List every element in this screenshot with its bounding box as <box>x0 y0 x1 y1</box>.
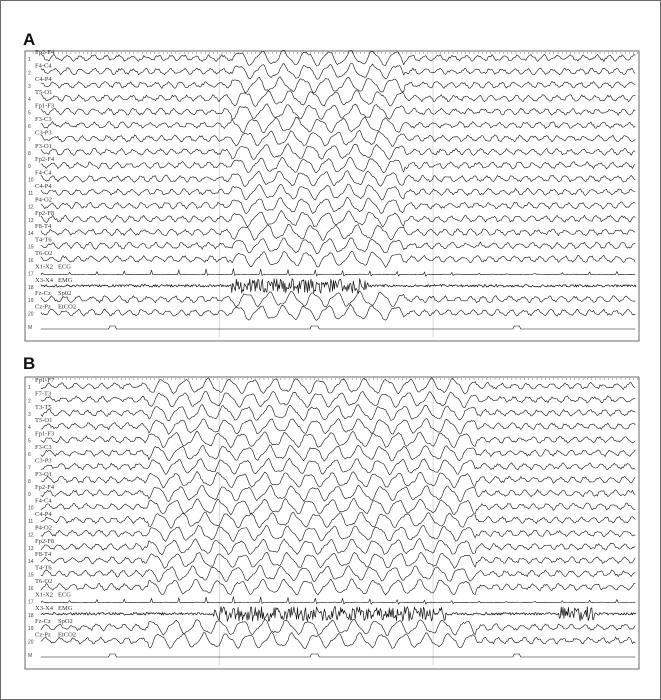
channel-label: P4-O2 <box>35 524 52 532</box>
eeg-trace-ch5 <box>41 431 635 448</box>
channel-number: 13 <box>28 217 34 224</box>
time-ruler <box>33 378 638 380</box>
channel-number: 14 <box>28 231 34 238</box>
channel-number: 11 <box>28 519 34 525</box>
channel-label: C4-P4 <box>35 183 52 190</box>
channel-number: 5 <box>28 110 31 117</box>
channel-tag: EtCO2 <box>58 303 77 311</box>
channel-number: 1 <box>28 57 31 63</box>
eeg-trace-ch11 <box>41 512 635 529</box>
channel-label: C4-P4 <box>35 511 52 518</box>
channel-label: T5-O1 <box>35 417 53 425</box>
channel-label: T6-O2 <box>35 578 53 585</box>
eeg-trace-ch9 <box>41 157 635 172</box>
panel-letter: B <box>23 354 36 373</box>
channel-label: Fz-Cz <box>35 618 51 626</box>
channel-label: T4-T6 <box>35 236 52 244</box>
channel-label: Fp2-F8 <box>35 209 55 217</box>
channel-label: X3-X4 <box>35 604 54 612</box>
eeg-trace-ch11 <box>41 184 635 200</box>
channel-number: 4 <box>28 425 31 432</box>
channel-number: 8 <box>28 478 31 485</box>
eeg-trace-ch2 <box>41 391 635 407</box>
channel-number: 14 <box>28 559 34 566</box>
channel-label: Fp2-F4 <box>35 49 55 56</box>
channel-number: 4 <box>28 97 31 104</box>
channel-number: 9 <box>28 164 31 171</box>
channel-number: 10 <box>28 177 34 184</box>
panel-letter: A <box>23 30 36 49</box>
channel-label: F7-T3 <box>35 390 52 398</box>
channel-tag: Sp02 <box>58 290 72 298</box>
channel-number: 17 <box>28 271 34 278</box>
channel-number: 5 <box>28 438 31 445</box>
eeg-trace-ch10 <box>41 171 635 187</box>
channel-number: M <box>28 653 33 659</box>
channel-number: 20 <box>28 639 34 646</box>
channel-tag: EtCO2 <box>58 631 77 639</box>
channel-label: C3-P3 <box>35 129 52 137</box>
channel-tag: EMG <box>58 604 73 612</box>
channel-label: T3-T5 <box>35 403 52 411</box>
channel-number: 6 <box>28 452 31 458</box>
channel-label: Fp1-F3 <box>35 102 55 110</box>
channel-tag: EMG <box>58 276 73 284</box>
eeg-trace-ch17 <box>41 269 635 277</box>
eeg-trace-ch16 <box>41 579 635 595</box>
eeg-trace-ch15 <box>41 238 635 254</box>
eeg-trace-ch20 <box>41 633 635 649</box>
channel-label: T6-O2 <box>35 250 53 257</box>
channel-label: F4-C4 <box>35 497 52 505</box>
channel-number: 18 <box>28 612 34 619</box>
channel-number: 16 <box>28 586 34 592</box>
channel-number: 2 <box>28 70 31 77</box>
eeg-panel-a <box>23 30 639 341</box>
channel-number: 13 <box>28 545 34 552</box>
eeg-figure-svg <box>1 1 661 700</box>
eeg-trace-ch8 <box>41 144 635 160</box>
channel-label: Fp1-F7 <box>35 377 55 384</box>
eeg-trace-ch4 <box>41 419 635 435</box>
channel-number: 19 <box>28 626 34 633</box>
eeg-trace-ch3 <box>41 405 635 421</box>
channel-label: F8-T4 <box>35 551 52 559</box>
eeg-trace-ch4 <box>41 91 635 107</box>
channel-number: 20 <box>28 311 34 318</box>
eeg-trace-chM <box>41 654 635 657</box>
channel-number: 10 <box>28 505 34 512</box>
eeg-trace-ch8 <box>41 471 635 488</box>
eeg-trace-ch7 <box>41 130 635 146</box>
channel-label: Fp1-F3 <box>35 430 55 438</box>
channel-label: C3-P3 <box>35 457 52 465</box>
channel-number: 8 <box>28 150 31 157</box>
channel-label: P3-O1 <box>35 470 52 478</box>
channel-label: F3-C3 <box>35 444 52 451</box>
channel-number: 16 <box>28 258 34 264</box>
channel-tag: ECG <box>58 591 71 599</box>
eeg-trace-ch14 <box>41 552 635 568</box>
channel-tag: ECG <box>58 263 71 271</box>
eeg-trace-ch1 <box>41 50 635 66</box>
channel-number: 18 <box>28 284 34 291</box>
channel-label: Fp2-F8 <box>35 537 55 545</box>
channel-label: P3-O1 <box>35 142 52 150</box>
channel-label: X1-X2 <box>35 591 54 599</box>
eeg-trace-ch19 <box>41 291 635 307</box>
channel-label: C4-P4 <box>35 75 52 83</box>
eeg-trace-ch6 <box>41 117 635 133</box>
eeg-trace-ch19 <box>41 619 635 635</box>
channel-number: 3 <box>28 411 31 418</box>
channel-number: 15 <box>28 244 34 251</box>
eeg-trace-chM <box>41 326 635 329</box>
eeg-trace-ch17 <box>41 597 635 605</box>
channel-number: 17 <box>28 599 34 606</box>
eeg-trace-ch9 <box>41 485 635 502</box>
channel-number: 7 <box>28 465 31 472</box>
channel-label: F4-C4 <box>35 169 52 177</box>
channel-number: 11 <box>28 191 34 197</box>
eeg-trace-ch12 <box>41 197 635 213</box>
channel-label: Cz-Pz <box>35 631 51 639</box>
channel-label: F4-C4 <box>35 62 52 70</box>
channel-number: 15 <box>28 572 34 579</box>
channel-number: 3 <box>28 83 31 90</box>
channel-label: T4-T6 <box>35 564 52 572</box>
channel-number: 2 <box>28 398 31 405</box>
eeg-trace-ch10 <box>41 499 635 516</box>
channel-number: 12 <box>28 204 34 211</box>
channel-label: Cz-Pz <box>35 303 51 311</box>
channel-number: 6 <box>28 124 31 130</box>
channel-label: T5-O1 <box>35 89 53 97</box>
channel-number: 7 <box>28 137 31 144</box>
channel-label: P4-O2 <box>35 196 52 204</box>
channel-label: X1-X2 <box>35 263 54 271</box>
channel-label: F8-T4 <box>35 223 52 231</box>
channel-label: X3-X4 <box>35 276 54 284</box>
channel-tag: SpO2 <box>58 618 73 626</box>
eeg-trace-ch13 <box>41 538 635 554</box>
channel-number: 19 <box>28 298 34 305</box>
eeg-trace-ch1 <box>41 378 635 394</box>
channel-label: F3-C3 <box>35 116 52 123</box>
eeg-trace-ch7 <box>41 458 635 474</box>
channel-number: M <box>28 325 33 331</box>
time-ruler <box>33 52 638 54</box>
channel-number: 1 <box>28 385 31 391</box>
eeg-trace-ch13 <box>41 211 635 228</box>
channel-label: Fp2-F4 <box>35 484 55 492</box>
channel-number: 9 <box>28 492 31 499</box>
eeg-trace-ch6 <box>41 445 635 462</box>
eeg-trace-ch12 <box>41 525 635 541</box>
channel-label: Fz-Cz <box>35 290 51 298</box>
eeg-panel-b <box>23 354 639 669</box>
eeg-trace-ch5 <box>41 104 635 120</box>
channel-label: Fp2-F4 <box>35 156 55 164</box>
eeg-trace-ch20 <box>41 304 635 320</box>
eeg-trace-ch16 <box>41 251 635 267</box>
channel-number: 12 <box>28 532 34 539</box>
eeg-trace-ch15 <box>41 566 635 582</box>
eeg-trace-ch14 <box>41 224 635 240</box>
eeg-trace-ch2 <box>41 63 635 79</box>
eeg-trace-ch3 <box>41 77 635 93</box>
